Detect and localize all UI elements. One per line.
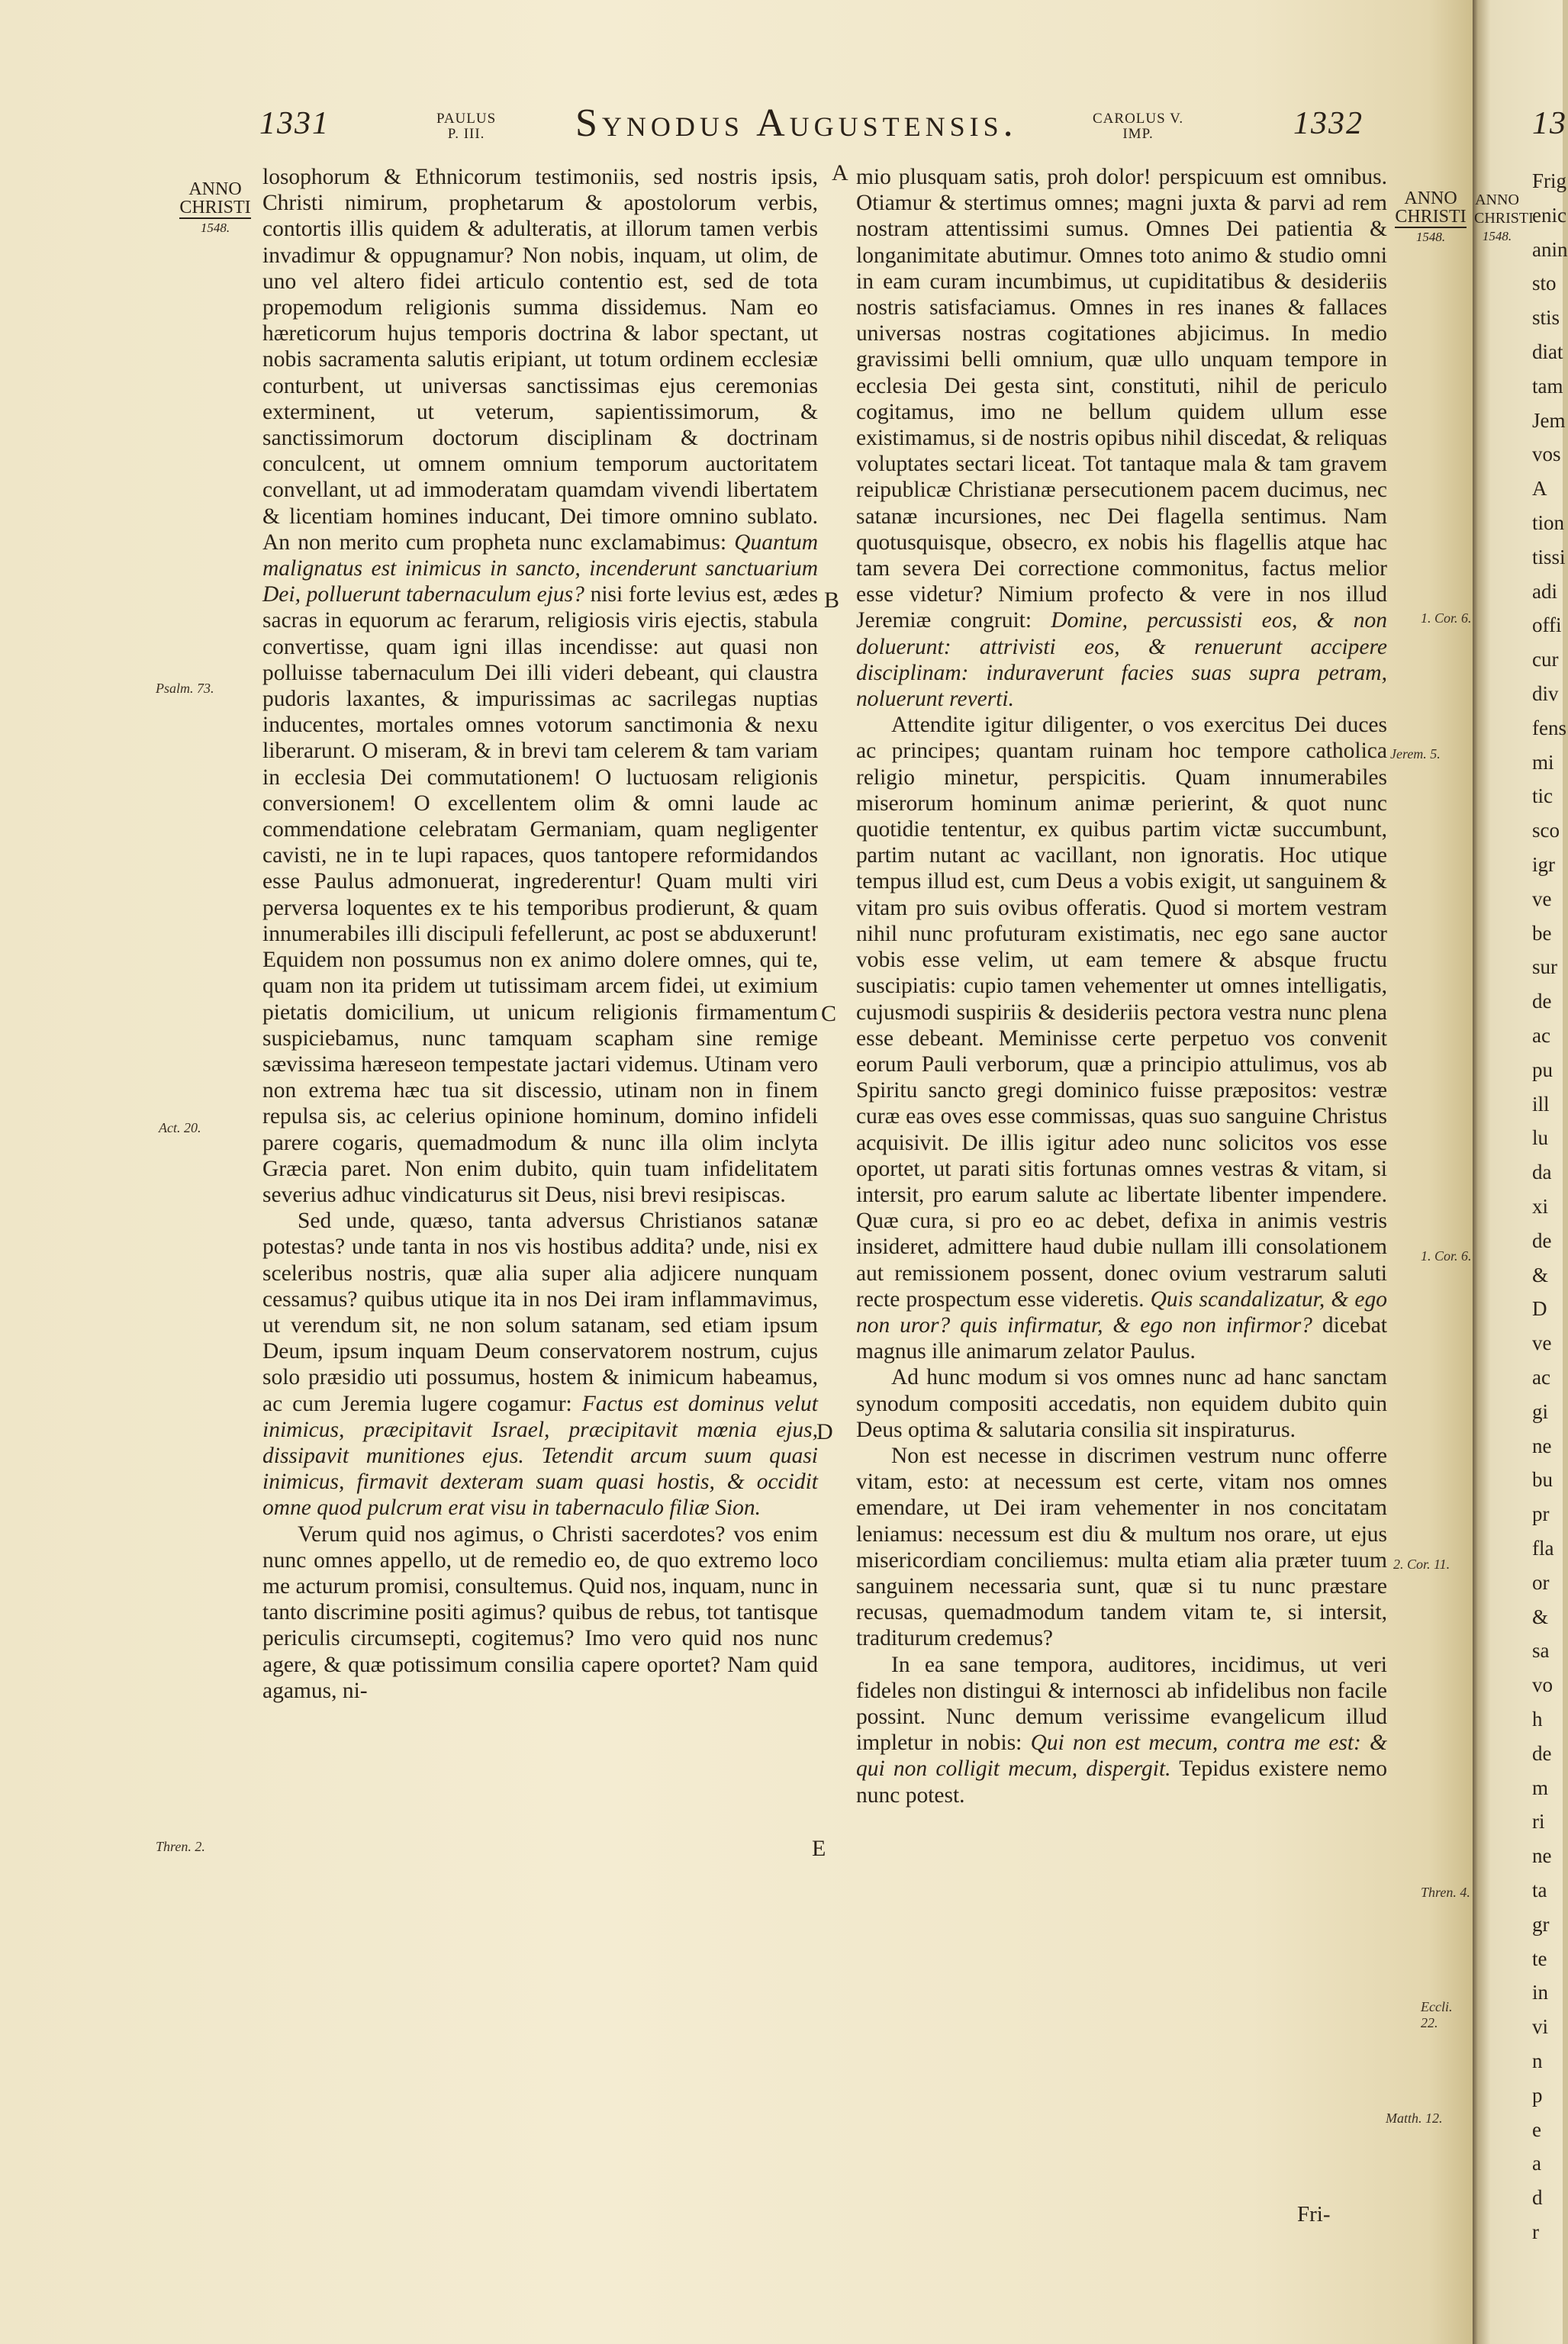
margin-note-jeremiah: Jerem. 5. xyxy=(1390,746,1441,761)
next-page-fragment: sur xyxy=(1532,955,1557,979)
anno-left-year: 1548. xyxy=(200,221,230,235)
next-page-fragment: n xyxy=(1532,2049,1543,2072)
anno-right-christi: CHRISTI xyxy=(1395,207,1467,227)
next-page-fragment: de xyxy=(1532,990,1552,1013)
left-page-number: 1331 xyxy=(259,106,330,141)
section-letter-e: E xyxy=(812,1836,826,1861)
section-letter-b: B xyxy=(824,588,840,613)
next-page-fragment: adi xyxy=(1532,579,1557,603)
next-page-fragment: gr xyxy=(1532,1912,1550,1936)
threni-quote: Factus est dominus velut inimicus, præcipitavit Israel, præcipitavit mœnia ejus, dissipavit munitiones ejus. Tetendit arcum suum quasi inimicus, firmavit dexteram suam quasi hostis, & occidit omne quod pulcrum erat visu in tabernaculo filiæ Sion. xyxy=(262,1391,818,1521)
next-page-fragment: lu xyxy=(1532,1126,1549,1150)
right-page-number: 1332 xyxy=(1293,106,1364,141)
next-page-fragment: a xyxy=(1532,2152,1541,2175)
next-page-fragment: vos xyxy=(1532,443,1561,466)
next-page-fragment: be xyxy=(1532,921,1552,945)
section-letter-d: D xyxy=(816,1419,833,1444)
right-text-2: Attendite igitur diligenter, o vos exercitus Dei duces ac principes; quantam ruinam hoc tempore catholica religio minetur, perspicitis. Quam innumerabiles miserorum hominum animæ perierint, & quot nunc quotidie tententur, ex quibus partim victæ succumbunt, partim nutant ac vacillant, non ignoratis. Hoc utique tempus illud est, cum Deus a vobis exigit, ut sanguinem & vitam pro suis ovibus offeratis. Quod si mortem vestram nihil nunc profuturam existimatis, nec ego sane auctor vobis esse velim, ut eam temere & absque fructu suscipiatis: cupio tamen vehementer ut omnes intelligatis, cujusmodi suspiriis & desideriis pectora vestra nunc plena esse debeant. Meminisse certe perpetuo vos convenit eorum Pauli verborum, quæ a principio attulimus, vos ab Spiritu sancto gregi dominico fuisse præpositos: vestræ curæ eas oves esse commissas, quas suo sanguine Christus acquisivit. De illis igitur adeo nunc solicitos vos esse oportet, ut parati sitis fortunas omnes vestras & vitam, si intersit, pro earum salute ac libertate libenter impendere. Quæ cura, si pro eo ac debet, defixa in animis vestris insideret, admittere haud dubie nullam illi consolationem aut remissionem possent, donec ovium vestrarum saluti recte prospectum esse videretis. xyxy=(856,713,1387,1312)
next-page-fragment: cur xyxy=(1532,648,1559,671)
next-page-fragment: tion xyxy=(1532,511,1565,534)
right-paragraph-5 xyxy=(856,1652,1387,1808)
left-text-2: nisi forte levius est, ædes sacras in equorum ac ferarum, religiosis viris ejectis, stabula convertisse, quam igni illas incendisse: aut quasi non polluisse tabernaculum Dei illi videri debeant, qui claustra pudoris laxantes, & impurissimas ac sacrilegas nuptias inducentes, mortales omnes votorum sanctimonia & nexu liberarunt. O miseram, & in brevi tam celerem & tam variam in ecclesia Dei commutationem! O luctuosam religionis conversionem! O excellentem olim & omni laude ac commendatione celebratam Germaniam, quam negligenter cavisti, ne in te lupi rapaces, quos tantopere reformidandos esse Paulus admonuerat, ingrederentur! Quam multi viri perversa loquentes ex te his temporibus prodierunt, & quam innumerabiles illi discipuli fefellerunt, ac post se abduxerunt! Equidem non possumus non ex animo dolere omnes, qui te, quam non ita pridem ut tutissimam arcem fidei, ut eximium pietatis domicilium, ut unicum religionis firmamentum suspiciebamus, nunc tamquam scapham sine remige sævissima hæreseon tempestate jactari videmus. Utinam vero non extrema hæc tua sit discessio, utinam non in finem repulsa sis, ac celerius opinione hominum, domino infideli parere cogaris, quemadmodum & nunc illa olim inclyta Græcia paret. Non enim dubito, quin tuam infidelitatem severius adhuc vindicaturus sit Deus, nisi brevi resipiscas. xyxy=(262,582,819,1207)
next-page-fragment: & xyxy=(1532,1263,1549,1286)
emperor-name: CAROLUS V. xyxy=(1093,111,1184,127)
anno-next-christi: CHRISTI xyxy=(1474,210,1534,227)
next-page-fragment: mi xyxy=(1532,750,1554,774)
anno-left-word: ANNO xyxy=(188,179,242,199)
next-page-fragment: Jem xyxy=(1532,408,1566,432)
right-text-1: mio plusquam satis, proh dolor! perspicuum est omnibus. Otiamur & stertimus omnes; magni juxta & parvi ad rem nostram attentissimi sumus. Omnes Dei patientia & longanimitate abutimur. Omnes toto animo & studio omni in eam curam incumbimus, ut cupiditatibus & desideriis nostris satisfaciamus. Omnes in res inanes & fallaces universas nostras cogitationes abjicimus. In medio gravissimi belli omnium, quæ ullo unquam tempore in ecclesia Dei gesta sint, constituti, nihil de periculo cogitamus, imo ne bellum quidem ullum esse existimamus, si de nostris opibus nihil discedat, & reliquas voluptates sectari liceat. Tot tantaque mala & tam gravem reipublicæ Christianæ persecutionem pacem ducimus, nec satanæ incursiones, nec Dei flagella sentimus. Nam quotusquisque, obsecro, ex nobis his flagellis atque hac tam severa Dei correctione commonitus, factus melior esse videtur? Nimium profecto & vere in nos illud Jeremiæ congruit: xyxy=(856,165,1387,633)
margin-note-matthew: Matth. 12. xyxy=(1386,2111,1443,2126)
next-page-fragment: r xyxy=(1532,2220,1539,2243)
paul-quote: Quis scandalizatur, & ego non uror? quis infirmatur, & ego non infirmor? xyxy=(856,1286,1387,1338)
anno-right-year: 1548. xyxy=(1415,230,1446,244)
margin-note-1cor-a: 1. Cor. 6. xyxy=(1421,610,1472,626)
next-page-fragment: da xyxy=(1532,1161,1552,1184)
next-page-fragment: D xyxy=(1532,1297,1547,1321)
next-page-fragment: d xyxy=(1532,2186,1543,2210)
section-letter-c: C xyxy=(821,1001,837,1026)
next-page-fragment: vo xyxy=(1532,1673,1553,1697)
next-page-fragment: tic xyxy=(1532,784,1553,808)
margin-note-acts: Act. 20. xyxy=(159,1120,201,1135)
next-page-fragment: anin xyxy=(1532,237,1568,261)
right-paragraph-1 xyxy=(856,164,1387,712)
next-page-fragment: sa xyxy=(1532,1639,1550,1663)
margin-note-eccli: Eccli. 22. xyxy=(1421,1999,1453,2030)
next-page-fragment: A xyxy=(1532,477,1547,501)
section-letter-a: A xyxy=(832,160,848,185)
catchword: Fri- xyxy=(1297,2202,1331,2226)
next-page-fragment: offi xyxy=(1532,613,1562,637)
running-title: Synodus Augustensis. xyxy=(575,101,1018,145)
right-paragraph-2 xyxy=(856,712,1387,1364)
emperor-heading xyxy=(1093,111,1183,142)
right-paragraph-4: Non est necesse in discrimen vestrum nunc offerre vitam, esto: at necessum est certe, vitam nos omnes emendare, ut Dei iram vehementer in nos concitatam leniamus: necessum est diu & multum nos orare, ut ejus misericordiam conciliemus: multa etiam alia præter tuum sanguinem necessaria sunt, quæ si tu nunc præstare recusas, quemadmodum tandem vitam te, si intersit, traditurum credemus? xyxy=(856,1443,1387,1651)
next-page-fragment: & xyxy=(1532,1605,1549,1628)
next-page-fragment: in xyxy=(1532,1981,1549,2004)
emperor-title: IMP. xyxy=(1122,126,1154,142)
anno-left-christi: CHRISTI xyxy=(179,198,251,217)
margin-note-threni-4: Thren. 4. xyxy=(1421,1885,1470,1900)
next-page-fragment: ve xyxy=(1532,1331,1552,1355)
next-page-fragment: ac xyxy=(1532,1366,1550,1389)
next-page-edge xyxy=(1473,0,1568,2344)
next-page-fragment: div xyxy=(1532,682,1559,705)
anno-christi-right xyxy=(1389,189,1473,246)
anno-christi-left xyxy=(169,180,261,237)
left-text-3: Sed unde, quæso, tanta adversus Christianos satanæ potestas? unde tanta in nos vis hostibus addita? unde, nisi ex sceleribus nostris, quæ alia super alia adjicere nunquam cessamus? quibus utique ita in nos Dei iram inflammavimus, ut verendum sit, ne non solum satanam, sed etiam ipsum Deum, ipsum inquam Deum conservatorem nostrum, cujus solo præsidio uti possumus, hostem & inimicum habeamus, ac cum Jeremia lugere cogamur: xyxy=(262,1209,818,1416)
next-page-fragment: ne xyxy=(1532,1434,1552,1457)
next-page-number: 13 xyxy=(1532,106,1567,141)
next-page-fragment: ne xyxy=(1532,1844,1552,1868)
margin-note-1cor-b: 1. Cor. 6. xyxy=(1421,1248,1472,1264)
pope-heading xyxy=(436,111,496,142)
right-text-4: In ea sane tempora, auditores, incidimus, ut veri fideles non distingui & internosci ab infidelibus non facile possint. Nunc demum verissime evangelicum illud impletur in nobis: xyxy=(856,1652,1387,1756)
next-page-fragment: enic xyxy=(1532,203,1566,227)
anno-right-word: ANNO xyxy=(1404,188,1457,208)
pope-number: P. III. xyxy=(447,126,485,142)
anno-next-word: ANNO xyxy=(1475,192,1519,208)
margin-note-threni: Thren. 2. xyxy=(156,1839,205,1854)
next-page-fragment: or xyxy=(1532,1570,1550,1594)
next-page-fragment: vi xyxy=(1532,2015,1549,2039)
next-page-fragment: bu xyxy=(1532,1468,1553,1492)
next-page-fragment: stis xyxy=(1532,306,1560,330)
next-page-fragment: tissi xyxy=(1532,545,1566,568)
next-page-fragment: te xyxy=(1532,1946,1547,1970)
right-paragraph-3: Ad hunc modum si vos omnes nunc ad hanc sanctam synodum compositi accedatis, non equidem dubito quin Deus optima & salutaria consilia sit inspiraturus. xyxy=(856,1365,1387,1442)
next-page-fragment: ill xyxy=(1532,1092,1550,1116)
next-page-fragment: diat xyxy=(1532,340,1563,363)
matthew-quote: Qui non est mecum, contra me est: & qui non colligit mecum, dispergit. xyxy=(856,1731,1387,1782)
next-page-fragment: fla xyxy=(1532,1537,1554,1560)
next-page-fragment: sco xyxy=(1532,819,1560,842)
next-page-fragment: pu xyxy=(1532,1058,1553,1081)
next-page-fragment: h xyxy=(1532,1708,1543,1731)
left-paragraph-1 xyxy=(262,164,818,1208)
next-page-fragment: tam xyxy=(1532,374,1563,398)
next-page-fragment: de xyxy=(1532,1228,1552,1252)
next-page-fragment: ri xyxy=(1532,1810,1545,1834)
right-text-5: Tepidus existere nemo nunc potest. xyxy=(856,1756,1388,1808)
next-page-fragment: sto xyxy=(1532,272,1557,295)
next-page-fragment: m xyxy=(1532,1776,1549,1799)
next-page-fragment: gi xyxy=(1532,1399,1549,1423)
left-text-column xyxy=(262,164,818,1704)
margin-note-psalm: Psalm. 73. xyxy=(156,681,214,696)
next-page-fragment: fens xyxy=(1532,716,1566,739)
next-page-fragment: igr xyxy=(1532,853,1555,876)
anno-christi-next xyxy=(1474,191,1534,246)
next-page-fragment: ta xyxy=(1532,1879,1547,1901)
right-text-column xyxy=(856,164,1387,1808)
next-page-fragment: pr xyxy=(1532,1502,1550,1526)
anno-next-year: 1548. xyxy=(1482,229,1512,243)
pope-name: PAULUS xyxy=(436,111,497,127)
next-page-fragment: ve xyxy=(1532,887,1552,910)
next-page-fragment: e xyxy=(1532,2117,1541,2141)
next-page-fragment: Frig xyxy=(1532,169,1567,192)
left-text-1: losophorum & Ethnicorum testimoniis, sed nostris ipsis, Christi nimirum, prophetarum & apostolorum verbis, contortis illis quidem & adulteratis, at illorum tamen verbis invadimur & oppugnamur? Non nobis, inquam, ut olim, de uno vel altero fidei articulo contentio est, sed de tota propemodum religionis summa dissidemus. Nam eo hæreticorum hujus temporis doctrina & labor spectant, ut nobis sacramenta salutis eripiant, ut totum ordinem ecclesiæ conturbent, ut universas sanctissimas ejus ceremonias exterminent, ut veterum, sapientissimorum, & sanctissimorum doctorum disciplinam & doctrinam conculcent, ut omnem omnium temporum auctoritatem convellant, ut ad immoderatam quamdam vivendi libertatem & licentiam homines inducant, Dei timore omnino sublato. An non merito cum propheta nunc exclamabimus: xyxy=(262,165,818,555)
next-page-fragment: ac xyxy=(1532,1024,1550,1047)
left-paragraph-2 xyxy=(262,1208,818,1521)
margin-note-2cor: 2. Cor. 11. xyxy=(1393,1557,1450,1572)
next-page-fragment: p xyxy=(1532,2083,1543,2107)
left-paragraph-3: Verum quid nos agimus, o Christi sacerdotes? vos enim nunc omnes appello, ut de remedio eo, de quo extremo loco me acturum promisi, consultemus. Quid nos, inquam, nunc in tanto discrimine positi agimus? quibus de rebus, tot tantisque periculis circumsepti, cogitemus? Imo vero quid nos nunc agere, & quæ potissimum consilia capere oportet? Nam quid agamus, ni- xyxy=(262,1521,818,1703)
next-page-fragment: xi xyxy=(1532,1195,1549,1218)
jeremiah-quote: Domine, percussisti eos, & non doluerunt: attrivisti eos, & renuerunt accipere disciplinam: induraverunt facies suas supra petram, noluerunt reverti. xyxy=(856,608,1387,712)
right-text-3: dicebat magnus ille animarum zelator Paulus. xyxy=(856,1312,1387,1364)
next-page-fragment: de xyxy=(1532,1741,1552,1765)
psalm-quote: Quantum malignatus est inimicus in sancto, incenderunt sanctuarium Dei, polluerunt tabernaculum ejus? xyxy=(262,530,819,607)
